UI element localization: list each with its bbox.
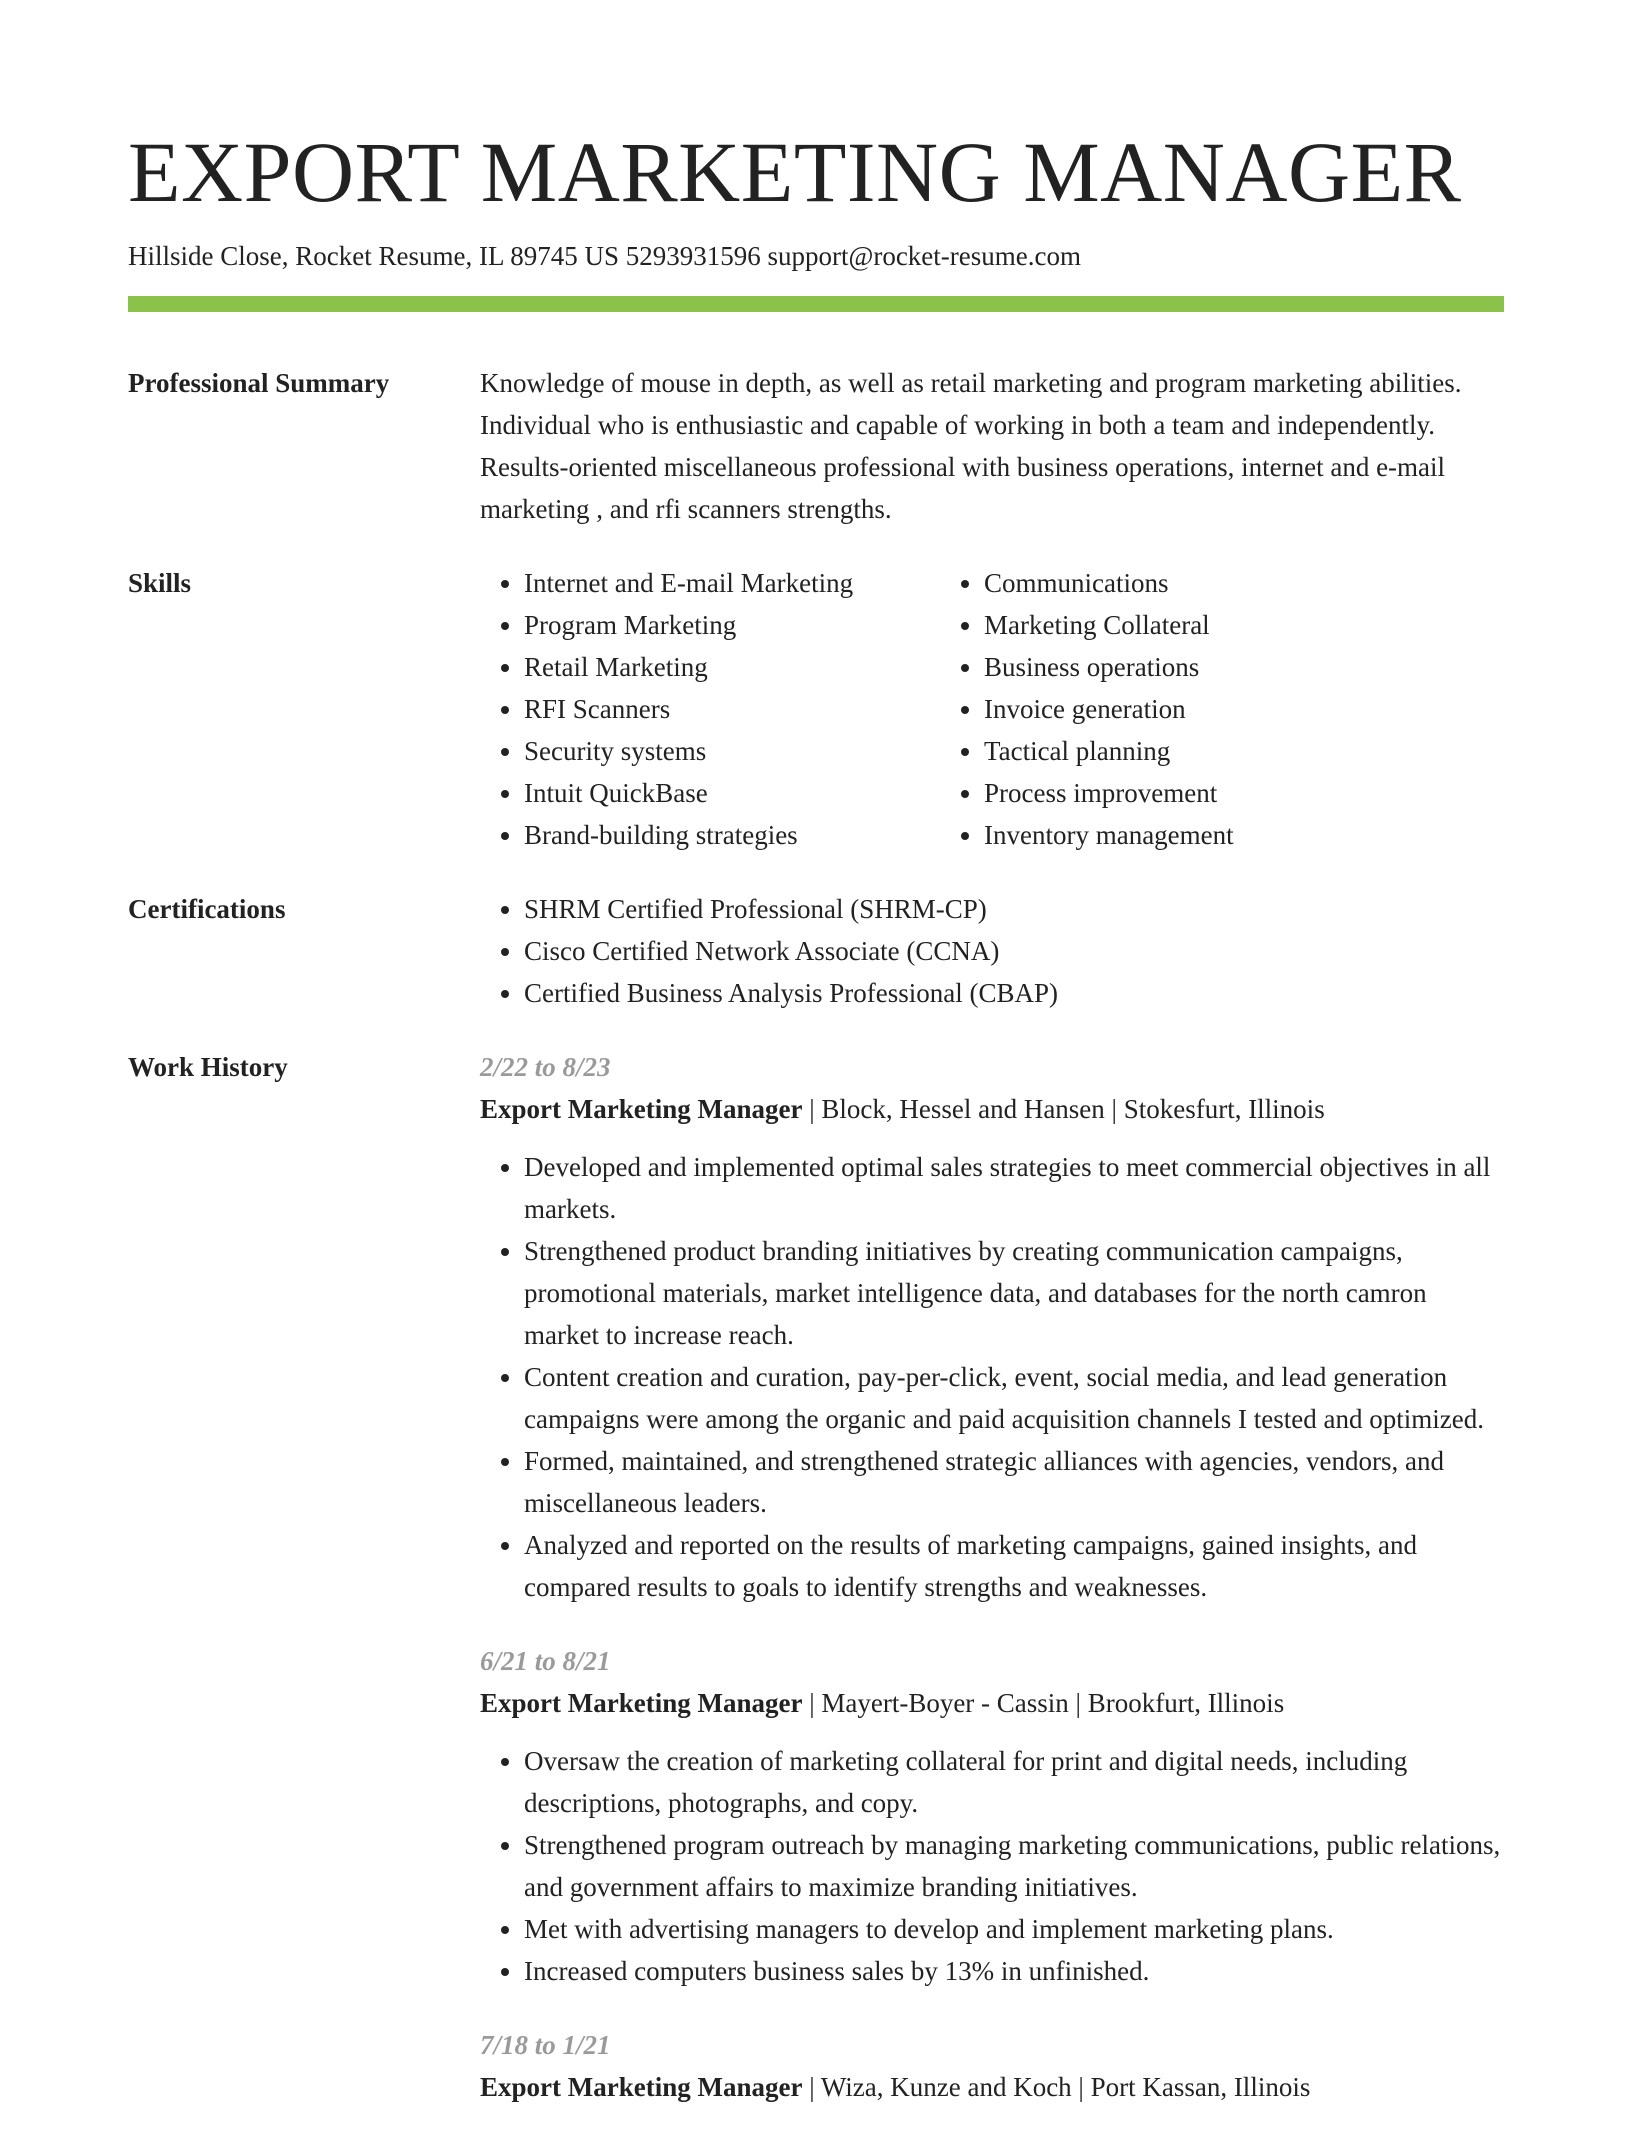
summary-section xyxy=(128,362,1504,530)
work-history-section xyxy=(128,1046,1504,2140)
job-entry xyxy=(480,1046,1504,1608)
job-dates: 6/21 to 8/21 xyxy=(480,1646,611,1676)
job-heading xyxy=(480,1682,1504,1724)
skills-section xyxy=(128,562,1504,856)
job-duty: • Met with advertising managers to develop and implement marketing plans. xyxy=(524,1908,1504,1950)
skill-item: • Process improvement xyxy=(984,772,1400,814)
certification-item: • Certified Business Analysis Professional (CBAP) xyxy=(524,972,1504,1014)
skill-item: • Marketing Collateral xyxy=(984,604,1400,646)
job-duty: • Content creation and curation, pay-per-click, event, social media, and lead generation campaigns were among the organic and paid acquisition channels I tested and optimized. xyxy=(524,1356,1504,1440)
skill-item: • Retail Marketing xyxy=(524,646,940,688)
skill-item: • Internet and E-mail Marketing xyxy=(524,562,940,604)
job-title: Export Marketing Manager xyxy=(480,1688,803,1718)
certification-item: • SHRM Certified Professional (SHRM-CP) xyxy=(524,888,1504,930)
certifications-body xyxy=(480,888,1504,1014)
job-duties-list xyxy=(480,1740,1504,1992)
skills-label: Skills xyxy=(128,568,192,598)
job-title: Export Marketing Manager xyxy=(480,2072,803,2102)
header-accent-rule xyxy=(128,296,1504,312)
job-entry xyxy=(480,1640,1504,1992)
certification-item: • Cisco Certified Network Associate (CCNA) xyxy=(524,930,1504,972)
job-duty: • Strengthened program outreach by managing marketing communications, public relations, and government affairs to maximize branding initiatives. xyxy=(524,1824,1504,1908)
skill-item: • Invoice generation xyxy=(984,688,1400,730)
certifications-list xyxy=(480,888,1504,1014)
job-dates: 7/18 to 1/21 xyxy=(480,2030,611,2060)
skill-item: • Inventory management xyxy=(984,814,1400,856)
skill-item: • Brand-building strategies xyxy=(524,814,940,856)
skills-list-right xyxy=(940,562,1400,856)
job-title: Export Marketing Manager xyxy=(480,1094,803,1124)
work-history-body xyxy=(480,1046,1504,2140)
job-duty: • Developed and implemented optimal sales strategies to meet commercial objectives in all markets. xyxy=(524,1146,1504,1230)
resume-name-heading: EXPORT MARKETING MANAGER xyxy=(128,124,1462,220)
contact-line: Hillside Close, Rocket Resume, IL 89745 US 5293931596 support@rocket-resume.com xyxy=(128,241,1081,271)
skills-list-left xyxy=(480,562,940,856)
skill-item: • Intuit QuickBase xyxy=(524,772,940,814)
job-heading xyxy=(480,2066,1504,2108)
job-duty: • Increased computers business sales by 13% in unfinished. xyxy=(524,1950,1504,1992)
job-employer-location: | Block, Hessel and Hansen | Stokesfurt, Illinois xyxy=(802,1094,1325,1124)
skills-body xyxy=(480,562,1504,856)
job-entry xyxy=(480,2024,1504,2108)
job-duty: • Oversaw the creation of marketing collateral for print and digital needs, including descriptions, photographs, and copy. xyxy=(524,1740,1504,1824)
job-employer-location: | Wiza, Kunze and Koch | Port Kassan, Illinois xyxy=(802,2072,1311,2102)
job-duties-list xyxy=(480,1146,1504,1608)
skill-item: • Security systems xyxy=(524,730,940,772)
skills-columns xyxy=(480,562,1504,856)
skill-item: • Communications xyxy=(984,562,1400,604)
skill-item: • Program Marketing xyxy=(524,604,940,646)
resume-page xyxy=(128,0,1504,2140)
work-history-label: Work History xyxy=(128,1052,288,1082)
summary-text: Knowledge of mouse in depth, as well as retail marketing and program marketing abilities. Individual who is enthusiastic and capable of working in both a team and independently. Results-oriented miscellaneous professional with business operations, internet and e-mail marketing , and rfi scanners strengths. xyxy=(480,368,1462,524)
certifications-label: Certifications xyxy=(128,894,286,924)
certifications-section xyxy=(128,888,1504,1014)
skill-item: • Tactical planning xyxy=(984,730,1400,772)
skill-item: • Business operations xyxy=(984,646,1400,688)
job-duty: • Formed, maintained, and strengthened strategic alliances with agencies, vendors, and miscellaneous leaders. xyxy=(524,1440,1504,1524)
job-dates: 2/22 to 8/23 xyxy=(480,1052,611,1082)
summary-label: Professional Summary xyxy=(128,368,390,398)
summary-body xyxy=(480,362,1504,530)
job-duty: • Strengthened product branding initiatives by creating communication campaigns, promotional materials, market intelligence data, and databases for the north camron market to increase reach. xyxy=(524,1230,1504,1356)
job-heading xyxy=(480,1088,1504,1130)
job-duty: • Analyzed and reported on the results of marketing campaigns, gained insights, and compared results to goals to identify strengths and weaknesses. xyxy=(524,1524,1504,1608)
job-employer-location: | Mayert-Boyer - Cassin | Brookfurt, Illinois xyxy=(802,1688,1285,1718)
skill-item: • RFI Scanners xyxy=(524,688,940,730)
